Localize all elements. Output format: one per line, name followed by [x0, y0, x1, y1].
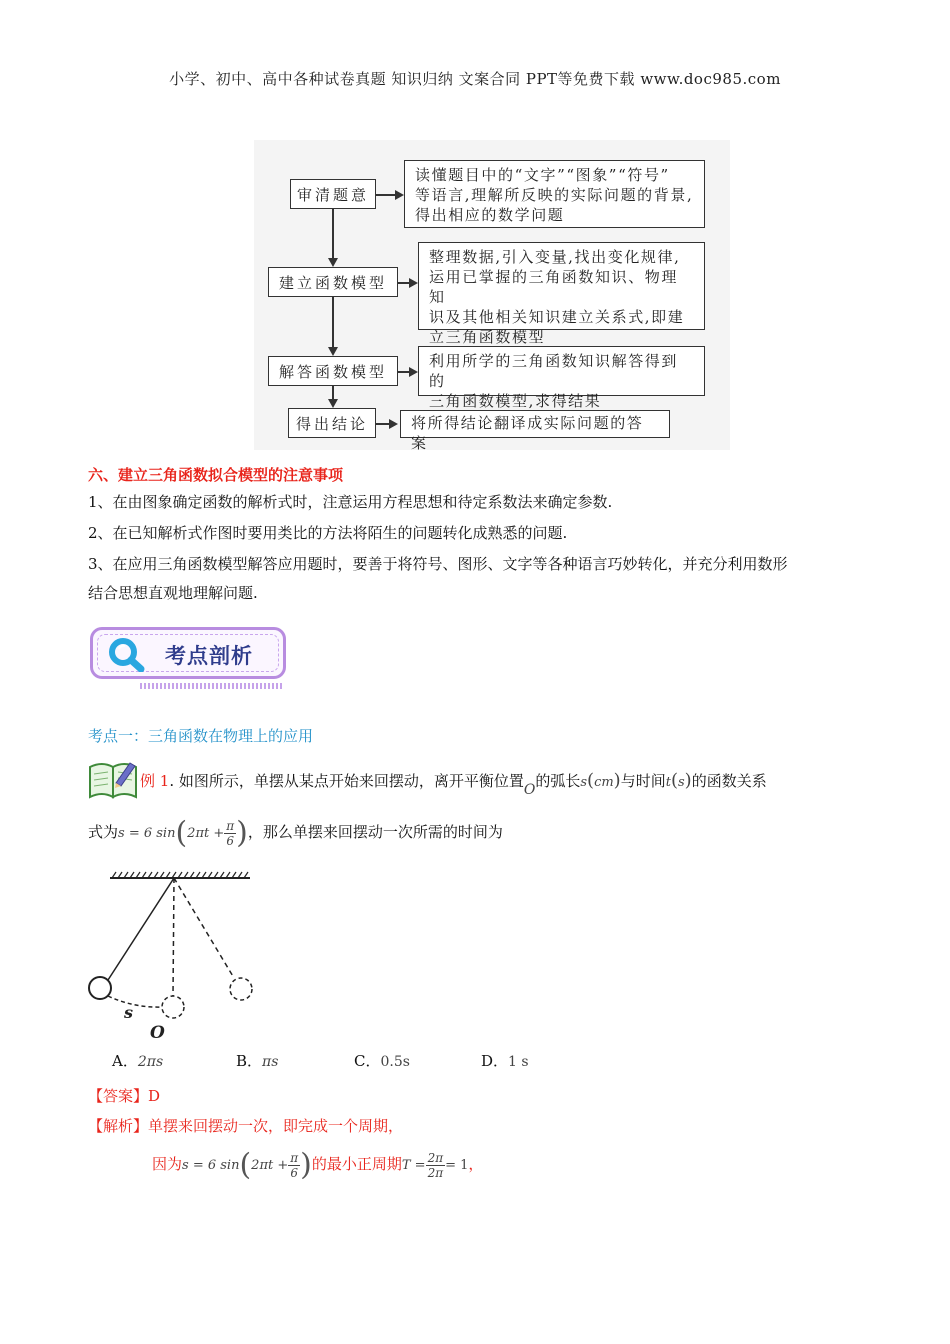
example-line-1: 例 1. 如图所示，单摆从某点开始来回摆动，离开平衡位置O的弧长s(cm)与时间t(s)的函数关系 [140, 770, 767, 798]
equilibrium-bob [162, 996, 184, 1018]
analysis-text: ， [468, 1155, 484, 1173]
arc-path [108, 996, 162, 1007]
var-s: s [580, 775, 588, 790]
flow-step-3: 解答函数模型 [268, 356, 398, 386]
example-text: 的函数关系 [691, 772, 767, 790]
formula-arg: 2πt + [251, 1158, 289, 1173]
flow-desc-2 [418, 242, 705, 346]
option-letter: B． [236, 1052, 263, 1070]
option-a [112, 1050, 163, 1071]
analysis-label: 【解析】 [88, 1117, 149, 1135]
right-bob [230, 978, 252, 1000]
flowchart [254, 140, 730, 450]
var-cm: cm [594, 775, 614, 790]
arrow-right-icon [389, 419, 398, 429]
flow-desc-3 [418, 346, 705, 410]
label-s: s [124, 1003, 134, 1022]
notes-title: 六、建立三角函数拟合模型的注意事项 [88, 466, 344, 484]
flow-connector [376, 194, 396, 196]
option-c [354, 1050, 410, 1071]
frac-num: π [290, 1150, 299, 1165]
frac-den: 6 [226, 833, 235, 848]
example-text: . 如图所示，单摆从某点开始来回摆动，离开平衡位置 [169, 772, 524, 790]
formula-arg: 2πt + [187, 826, 225, 841]
period-lhs: T = [401, 1158, 426, 1173]
arrow-right-icon [395, 190, 404, 200]
example-label: 例 1 [140, 772, 170, 790]
var-o: O [523, 782, 536, 798]
period-rhs: = 1 [445, 1158, 469, 1173]
flow-desc-line: 识及其他相关知识建立关系式,即建 [429, 308, 685, 326]
note-item: 1、在由图象确定函数的解析式时，注意运用方程思想和待定系数法来确定参数. [88, 493, 613, 511]
arrow-down-icon [328, 347, 338, 356]
option-b [236, 1050, 278, 1071]
flow-desc-line: 将所得结论翻译成实际问题的答案 [411, 414, 644, 452]
flow-desc-line: 立三角函数模型 [429, 328, 546, 346]
flow-step-1: 审清题意 [290, 179, 376, 209]
flow-step-2: 建立函数模型 [268, 267, 398, 297]
frac-num: π [226, 818, 235, 833]
frac-den: 6 [290, 1165, 299, 1180]
flow-step-4: 得出结论 [288, 408, 376, 438]
option-d [481, 1050, 529, 1071]
flow-desc-line: 读懂题目中的“文字”“图象”“符号” [415, 166, 670, 184]
equilibrium-string [173, 878, 174, 996]
option-letter: D． [481, 1052, 509, 1070]
option-value: πs [262, 1054, 279, 1070]
example-text: 的弧长 [535, 772, 581, 790]
formula-lhs: s = 6 sin [118, 826, 176, 841]
section-banner [90, 627, 286, 679]
note-item: 3、在应用三角函数模型解答应用题时，要善于将符号、图形、文字等各种语言巧妙转化，并充分利用数形 [88, 555, 788, 573]
frac-num: 2π [427, 1150, 444, 1165]
flow-desc-line: 三角函数模型,求得结果 [429, 392, 602, 410]
period-frac [426, 1151, 446, 1180]
analysis-line-1 [88, 1112, 403, 1141]
formula-lhs: s = 6 sin [182, 1158, 240, 1173]
flow-desc-4 [400, 410, 670, 452]
note-item: 2、在已知解析式作图时要用类比的方法将陌生的问题转化成熟悉的问题. [88, 524, 568, 542]
formula-frac [288, 1151, 300, 1180]
pendulum-bob [89, 977, 111, 999]
example-text: ，那么单摆来回摆动一次所需的时间为 [247, 823, 503, 841]
flow-connector [332, 386, 334, 399]
example-text: 式为 [88, 823, 119, 841]
answer-value: D [148, 1087, 161, 1105]
analysis-text: 的最小正周期 [311, 1155, 402, 1173]
search-icon [107, 636, 147, 672]
arrow-down-icon [328, 399, 338, 408]
flow-desc-line: 等语言,理解所反映的实际问题的背景, [415, 186, 694, 204]
flow-connector [376, 423, 390, 425]
arrow-right-icon [409, 278, 418, 288]
frac-den: 2π [427, 1165, 444, 1180]
pendulum-figure [86, 870, 262, 1040]
analysis-text: 单摆来回摆动一次，即完成一个周期， [148, 1117, 404, 1135]
example-text: 与时间 [620, 772, 666, 790]
option-letter: A． [112, 1052, 138, 1070]
note-item: 结合思想直观地理解问题. [88, 584, 258, 602]
flow-desc-line: 运用已掌握的三角函数知识、物理知 [429, 268, 679, 306]
label-o: O [150, 1023, 165, 1040]
analysis-text: 因为 [152, 1155, 183, 1173]
option-letter: C． [354, 1052, 381, 1070]
arrow-down-icon [328, 258, 338, 267]
flow-desc-line: 得出相应的数学问题 [415, 206, 565, 224]
answer-label: 【答案】 [88, 1087, 149, 1105]
var-s2: s [677, 775, 685, 790]
page-header: 小学、初中、高中各种试卷真题 知识归纳 文案合同 PPT等免费下载 www.doc985.com [169, 70, 781, 88]
pendulum-string [108, 878, 174, 980]
book-pencil-icon [86, 757, 142, 801]
formula-frac [224, 819, 236, 848]
flow-connector [332, 209, 334, 258]
flow-desc-line: 利用所学的三角函数知识解答得到的 [429, 352, 679, 390]
right-string [174, 878, 234, 978]
analysis-line-2: 因为s = 6 sin(2πt + $\frac{\pi}{6}$ )的最小正周期T = $\frac{2\pi}{2\pi}$ = 1， [152, 1147, 484, 1183]
flow-desc-1 [404, 160, 705, 228]
option-value: 2πs [137, 1054, 164, 1070]
flow-desc-line: 整理数据,引入变量,找出变化规律, [429, 248, 681, 266]
banner-strip [140, 683, 284, 689]
option-value: 1 s [508, 1054, 529, 1070]
banner-title: 考点剖析 [165, 644, 253, 668]
answer-line [88, 1082, 160, 1111]
kaodian-title: 考点一：三角函数在物理上的应用 [88, 727, 314, 745]
option-value: 0.5s [380, 1054, 410, 1070]
arrow-right-icon [409, 367, 418, 377]
flow-connector [332, 297, 334, 347]
example-line-2: 式为s = 6 sin(2πt + $\frac{\pi}{6}$ )，那么单摆来回摆动一次所需的时间为 [88, 815, 503, 851]
var-t: t [665, 775, 671, 790]
